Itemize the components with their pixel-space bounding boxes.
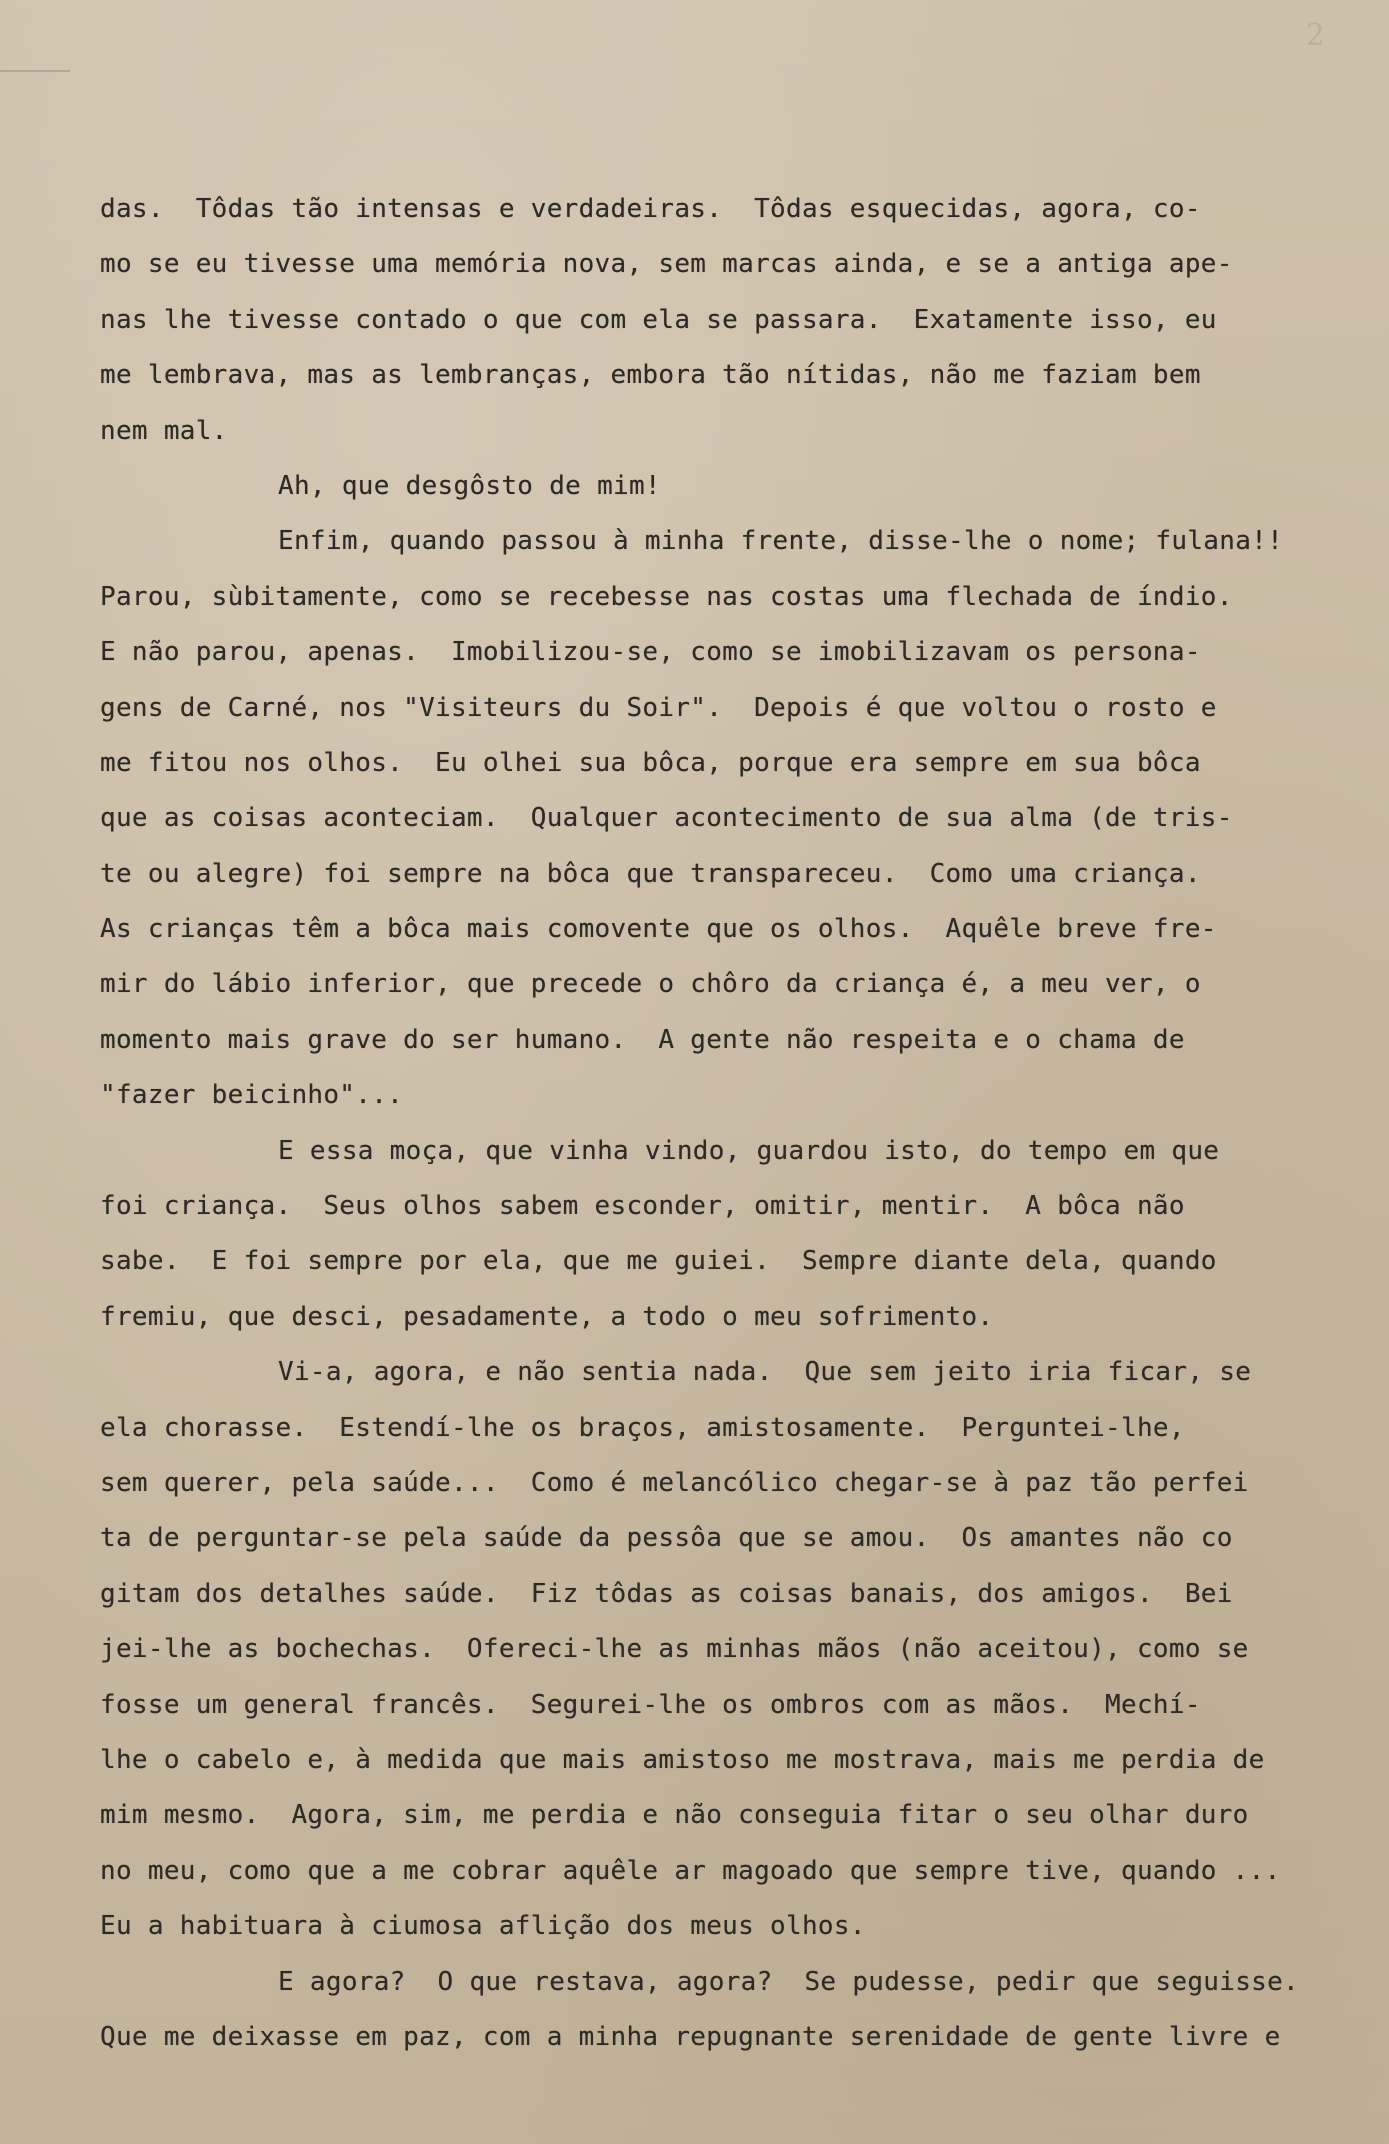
paragraph-3 (100, 514, 1340, 1123)
text-line: no meu, como que a me cobrar aquêle ar magoado que sempre tive, quando ... (100, 1855, 1281, 1886)
text-line: "fazer beicinho"... (100, 1080, 404, 1111)
text-line: Enfim, quando passou à minha frente, disse-lhe o nome; fulana!! (278, 526, 1284, 557)
text-line: que as coisas aconteciam. Qualquer acontecimento de sua alma (de tris- (100, 803, 1233, 834)
typescript-body (100, 182, 1340, 2065)
text-line: E essa moça, que vinha vindo, guardou isto, do tempo em que (278, 1135, 1220, 1166)
text-line: nas lhe tivesse contado o que com ela se passara. Exatamente isso, eu (100, 304, 1217, 335)
text-line: das. Tôdas tão intensas e verdadeiras. Tôdas esquecidas, agora, co- (100, 194, 1201, 224)
text-line: ta de perguntar-se pela saúde da pessôa que se amou. Os amantes não co (100, 1523, 1233, 1554)
text-line: Eu a habituara à ciumosa aflição dos meus olhos. (100, 1911, 866, 1942)
text-line: me fitou nos olhos. Eu olhei sua bôca, porque era sempre em sua bôca (100, 747, 1201, 778)
text-line: fremiu, que desci, pesadamente, a todo o meu sofrimento. (100, 1301, 994, 1332)
text-line: mo se eu tivesse uma memória nova, sem marcas ainda, e se a antiga ape- (100, 249, 1233, 280)
text-line: Parou, sùbitamente, como se recebesse nas costas uma flechada de índio. (100, 581, 1233, 612)
paragraph-5 (100, 1345, 1340, 1954)
paragraph-6 (100, 1955, 1340, 2066)
paragraph-2 (100, 459, 1340, 514)
paragraph-4 (100, 1124, 1340, 1346)
text-line: sem querer, pela saúde... Como é melancólico chegar-se à paz tão perfei (100, 1467, 1249, 1498)
text-line: te ou alegre) foi sempre na bôca que transpareceu. Como uma criança. (100, 858, 1201, 889)
text-line: Que me deixasse em paz, com a minha repugnante serenidade de gente livre e (100, 2021, 1281, 2052)
text-line: me lembrava, mas as lembranças, embora tão nítidas, não me faziam bem (100, 360, 1201, 391)
text-line: sabe. E foi sempre por ela, que me guiei. Sempre diante dela, quando (100, 1246, 1217, 1277)
paragraph-1 (100, 182, 1340, 459)
text-line: gens de Carné, nos "Visiteurs du Soir". Depois é que voltou o rosto e (100, 692, 1217, 723)
text-line: E agora? O que restava, agora? Se pudesse, pedir que seguisse. (278, 1966, 1300, 1997)
text-line: fosse um general francês. Segurei-lhe os ombros com as mãos. Mechí- (100, 1689, 1201, 1720)
text-line: E não parou, apenas. Imobilizou-se, como se imobilizavam os persona- (100, 637, 1201, 668)
text-line: Ah, que desgôsto de mim! (278, 470, 661, 501)
text-line: foi criança. Seus olhos sabem esconder, omitir, mentir. A bôca não (100, 1191, 1185, 1222)
text-line: gitam dos detalhes saúde. Fiz tôdas as coisas banais, dos amigos. Bei (100, 1578, 1233, 1609)
text-line: Vi-a, agora, e não sentia nada. Que sem jeito iria ficar, se (278, 1357, 1252, 1388)
text-line: jei-lhe as bochechas. Ofereci-lhe as minhas mãos (não aceitou), como se (100, 1634, 1249, 1665)
text-line: momento mais grave do ser humano. A gente não respeita e o chama de (100, 1024, 1185, 1055)
text-line: ela chorasse. Estendí-lhe os braços, amistosamente. Perguntei-lhe, (100, 1412, 1185, 1443)
text-line: As crianças têm a bôca mais comovente que os olhos. Aquêle breve fre- (100, 914, 1217, 945)
text-line: mir do lábio inferior, que precede o chôro da criança é, a meu ver, o (100, 969, 1201, 1000)
page-number: 2 (1305, 18, 1325, 53)
text-line: lhe o cabelo e, à medida que mais amistoso me mostrava, mais me perdia de (100, 1744, 1265, 1775)
text-line: nem mal. (100, 415, 228, 446)
text-line: mim mesmo. Agora, sim, me perdia e não conseguia fitar o seu olhar duro (100, 1800, 1249, 1831)
paper-mark (0, 70, 70, 72)
